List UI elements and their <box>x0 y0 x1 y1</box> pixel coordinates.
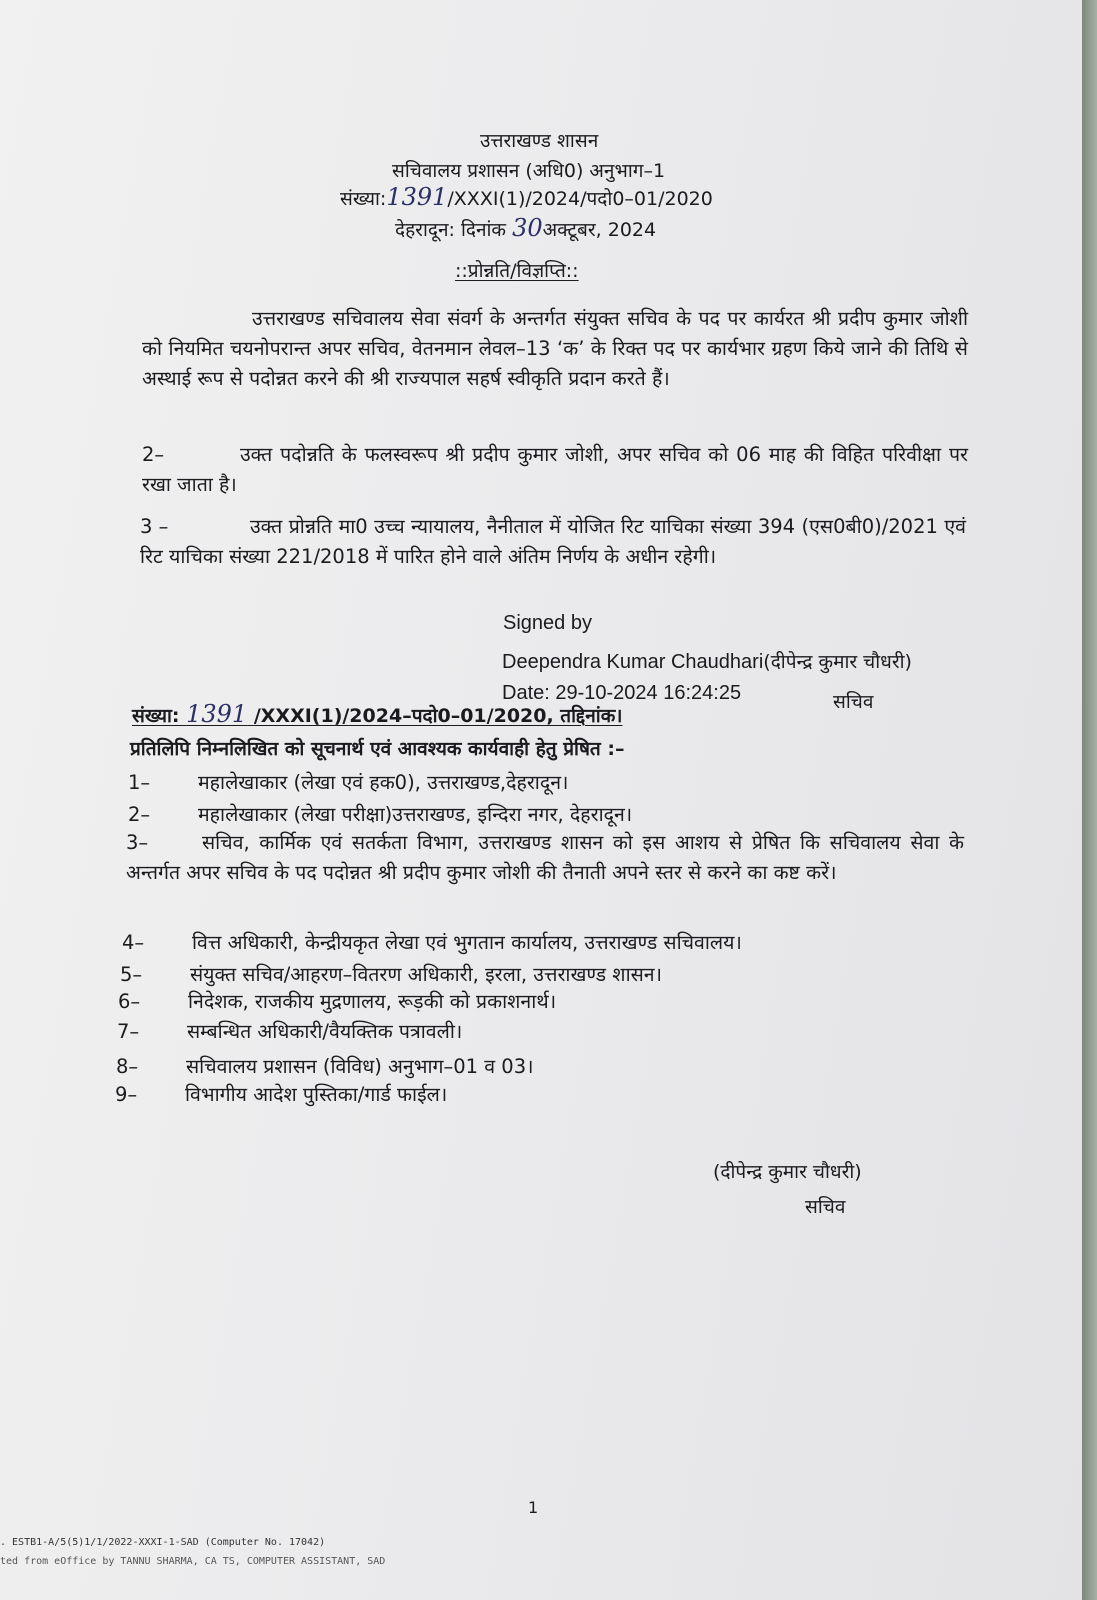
list-item-text: संयुक्त सचिव/आहरण–वितरण अधिकारी, इरला, उत्तराखण्ड शासन। <box>190 963 663 986</box>
list-item-number: 1– <box>128 771 151 794</box>
list-item-number: 7– <box>117 1020 140 1043</box>
paragraph-3-number: 3 – <box>140 515 169 538</box>
list-item-number: 2– <box>128 803 151 826</box>
section-heading: सचिवालय प्रशासन (अधि0) अनुभाग–1 <box>392 160 666 182</box>
signer-designation: सचिव <box>833 691 874 713</box>
paragraph-3-text: उक्त प्रोन्नति मा0 उच्च न्यायालय, नैनीताल में योजित रिट याचिका संख्या 394 (एस0बी0)/2021 एवं रिट याचिका संख्या 221/2018 में पारित होने वाले अंतिम निर्णय के अधीन रहेगी। <box>140 515 966 568</box>
order-date <box>395 214 656 242</box>
list-item <box>115 1080 447 1107</box>
list-item <box>117 1017 462 1044</box>
list-item-text: सम्बन्धित अधिकारी/वैयक्तिक पत्रावली। <box>187 1020 463 1043</box>
date-suffix: अक्टूबर, 2024 <box>542 219 657 241</box>
signer-name <box>502 648 912 674</box>
signed-by-label: Signed by <box>503 612 592 634</box>
signature-date: Date: 29-10-2024 16:24:25 <box>502 682 742 704</box>
order-number-prefix: संख्या: <box>340 188 387 210</box>
background-edge <box>1082 0 1097 1600</box>
list-item-number: 9– <box>115 1083 138 1106</box>
paragraph-1-text: उत्तराखण्ड सचिवालय सेवा संवर्ग के अन्तर्गत संयुक्त सचिव के पद पर कार्यरत श्री प्रदीप कुमार जोशी को नियमित चयनोपरान्त अपर सचिव, वेतनमान लेवल–13 ‘क’ के रिक्त पद पर कार्यभार ग्रहण किये जाने की तिथि से अस्थाई रूप से पदोन्नत करने की श्री राज्यपाल सहर्ष स्वीकृति प्रदान करते हैं। <box>142 307 968 390</box>
list-item-text: वित्त अधिकारी, केन्द्रीयकृत लेखा एवं भुगतान कार्यालय, उत्तराखण्ड सचिवालय। <box>192 931 742 954</box>
paragraph-2-number: 2– <box>142 443 165 466</box>
list-item <box>122 928 742 955</box>
signer-name-hi: (दीपेन्द्र कुमार चौधरी) <box>763 651 912 673</box>
list-item-text: महालेखाकार (लेखा एवं हक0), उत्तराखण्ड,देहरादून। <box>198 771 569 794</box>
date-prefix: देहरादून: दिनांक <box>395 219 507 241</box>
file-reference: . ESTB1-A/5(5)1/1/2022-XXXI-1-SAD (Computer No. 17042) <box>0 1537 326 1548</box>
list-item-number: 5– <box>120 963 143 986</box>
paragraph-1 <box>142 304 968 394</box>
order-number-suffix: /XXXI(1)/2024/पदो0–01/2020 <box>447 188 713 210</box>
list-item-number: 6– <box>118 990 141 1013</box>
paragraph-2 <box>142 440 968 500</box>
paragraph-3 <box>140 512 966 572</box>
list-item <box>128 800 632 827</box>
notification-title <box>455 257 579 283</box>
list-item-number: 3– <box>126 831 149 854</box>
date-handwritten: 30 <box>512 214 543 242</box>
list-item <box>128 768 568 795</box>
copy-number-prefix: संख्या: <box>132 705 180 727</box>
order-number <box>340 183 713 211</box>
list-item-multiline <box>126 828 964 888</box>
bottom-signer-name: (दीपेन्द्र कुमार चौधरी) <box>713 1161 862 1183</box>
list-item-text: निदेशक, राजकीय मुद्रणालय, रूड़की को प्रकाशनार्थ। <box>188 990 557 1013</box>
list-item-text: सचिवालय प्रशासन (विविध) अनुभाग–01 व 03। <box>186 1055 534 1078</box>
list-item <box>120 960 662 987</box>
paragraph-2-text: उक्त पदोन्नति के फलस्वरूप श्री प्रदीप कुमार जोशी, अपर सचिव को 06 माह की विहित परिवीक्षा पर रखा जाता है। <box>142 443 968 496</box>
bottom-signer-designation: सचिव <box>805 1196 846 1218</box>
list-item <box>118 987 556 1014</box>
copy-number <box>132 700 623 728</box>
list-item-text: महालेखाकार (लेखा परीक्षा)उत्तराखण्ड, इन्दिरा नगर, देहरादून। <box>198 803 633 826</box>
government-heading: उत्तराखण्ड शासन <box>480 130 599 152</box>
list-item-text: सचिव, कार्मिक एवं सतर्कता विभाग, उत्तराखण्ड शासन को इस आशय से प्रेषित कि सचिवालय सेवा के अन्तर्गत अपर सचिव के पद पदोन्नत श्री प्रदीप कुमार जोशी की तैनाती अपने स्तर से करने का कष्ट करें। <box>126 831 964 884</box>
list-item-number: 8– <box>116 1055 139 1078</box>
list-item-number: 4– <box>122 931 145 954</box>
signer-name-en: Deependra Kumar Chaudhari <box>502 651 764 673</box>
notification-title-text: ::प्रोन्नति/विज्ञप्ति:: <box>455 260 579 282</box>
eoffice-generated-by: ted from eOffice by TANNU SHARMA, CA TS, COMPUTER ASSISTANT, SAD <box>0 1556 386 1567</box>
copy-number-suffix: /XXXI(1)/2024–पदो0–01/2020, तद्दिनांक। <box>253 705 623 727</box>
copy-number-handwritten: 1391 <box>186 700 248 728</box>
list-item <box>116 1052 534 1079</box>
page-number: 1 <box>528 1498 539 1517</box>
copy-intro: प्रतिलिपि निम्नलिखित को सूचनार्थ एवं आवश्यक कार्यवाही हेतु प्रेषित :– <box>130 738 625 760</box>
order-number-handwritten: 1391 <box>386 183 448 211</box>
list-item-text: विभागीय आदेश पुस्तिका/गार्ड फाईल। <box>185 1083 448 1106</box>
